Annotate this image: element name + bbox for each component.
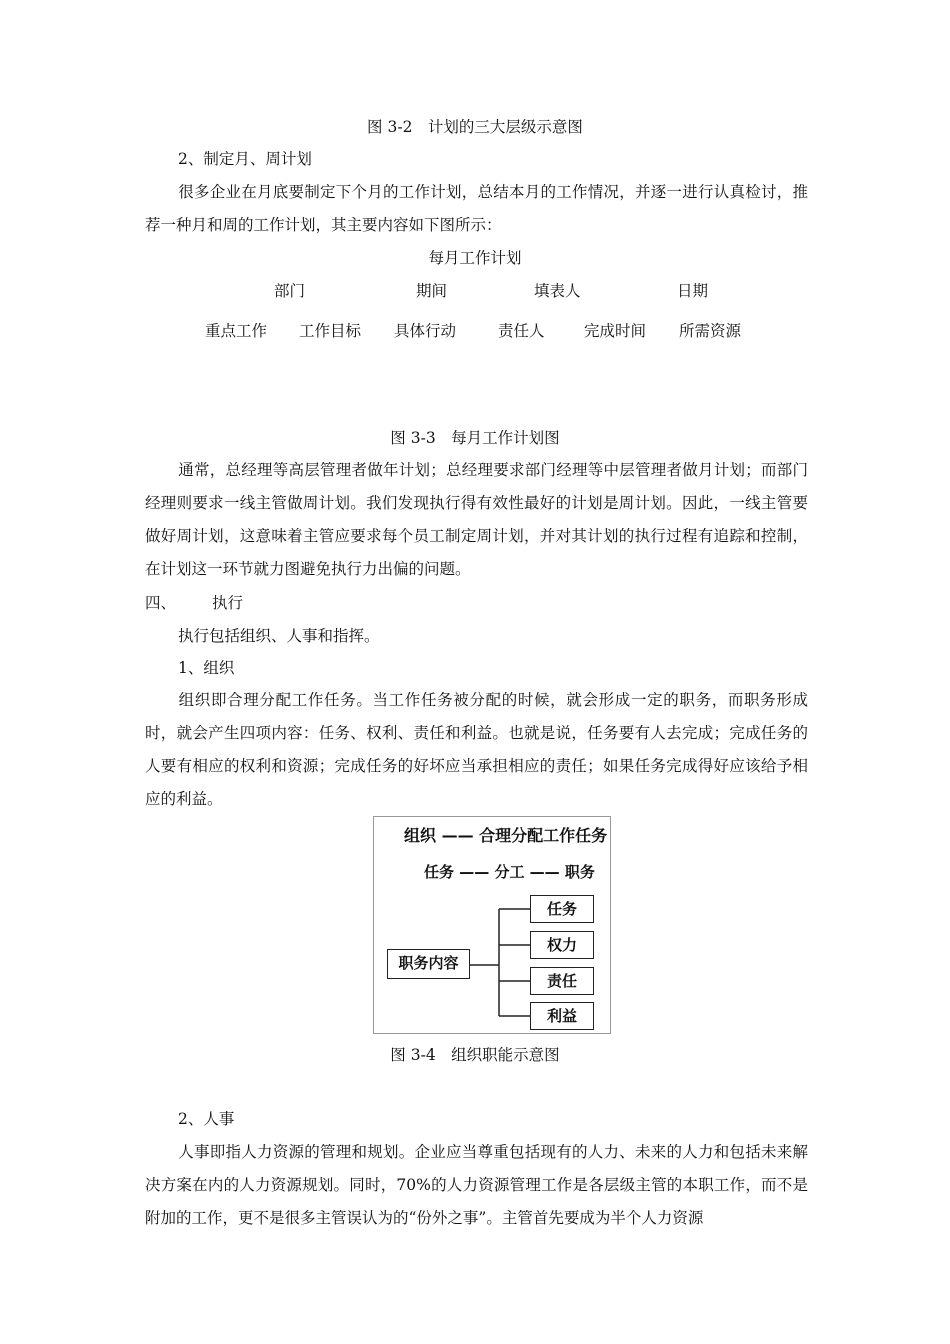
paragraph-text: 通常，总经理等高层管理者做年计划；总经理要求部门经理等中层管理者做月计划；而部门经理则要求一线主管做周计划。我们发现执行得有效性最好的计划是周计划。因此，一线主管要做好周计划，这意味着主管应要求每个员工制定周计划，并对其计划的执行过程有追踪和控制，在计划这一环节就力图避免执行力出偏的问题。 bbox=[145, 461, 808, 578]
paragraph-organization bbox=[145, 684, 808, 816]
paragraph-text: 人事即指人力资源的管理和规划。企业应当尊重包括现有的人力、未来的人力和包括未来解决方案在内的人力资源规划。同时，70%的人力资源管理工作是各层级主管的本职工作，而不是附加的工作，更不是很多主管误认为的“份外之事”。主管首先要成为半个人力资源 bbox=[145, 1143, 808, 1227]
section-number-4: 四、 bbox=[145, 594, 177, 612]
diagram-root-duty-content: 职务内容 bbox=[387, 949, 470, 979]
plan-header-filler: 填表人 bbox=[534, 282, 581, 300]
diagram-subtitle: 任务 —— 分工 —— 职务 bbox=[424, 863, 595, 881]
plan-column-resources: 所需资源 bbox=[679, 322, 742, 340]
diagram-connectors bbox=[374, 817, 610, 1033]
subsection-heading-personnel: 2、人事 bbox=[178, 1110, 235, 1128]
plan-column-goal: 工作目标 bbox=[299, 322, 362, 340]
plan-header-dept: 部门 bbox=[274, 282, 306, 300]
diagram-item-task: 任务 bbox=[530, 895, 594, 923]
figure-caption-3-2: 图 3-2 计划的三大层级示意图 bbox=[367, 118, 583, 136]
paragraph-execution-intro: 执行包括组织、人事和指挥。 bbox=[178, 627, 380, 645]
plan-header-period: 期间 bbox=[416, 282, 448, 300]
subsection-heading-organization: 1、组织 bbox=[178, 659, 235, 677]
plan-header-date: 日期 bbox=[677, 282, 709, 300]
org-function-diagram bbox=[373, 816, 611, 1034]
section-heading-monthly-weekly-plan: 2、制定月、周计划 bbox=[178, 150, 312, 168]
monthly-plan-title: 每月工作计划 bbox=[428, 249, 522, 267]
paragraph-plan-levels bbox=[145, 454, 808, 586]
plan-column-deadline: 完成时间 bbox=[584, 322, 647, 340]
diagram-item-benefit: 利益 bbox=[530, 1002, 594, 1030]
figure-caption-3-3: 图 3-3 每月工作计划图 bbox=[390, 429, 560, 447]
diagram-item-power: 权力 bbox=[530, 931, 594, 959]
paragraph-personnel bbox=[145, 1136, 808, 1235]
plan-column-owner: 责任人 bbox=[498, 322, 545, 340]
paragraph-monthly-plan-intro bbox=[145, 176, 808, 242]
diagram-title: 组织 —— 合理分配工作任务 bbox=[404, 826, 608, 845]
paragraph-text: 组织即合理分配工作任务。当工作任务被分配的时候，就会形成一定的职务，而职务形成时，就会产生四项内容：任务、权利、责任和利益。也就是说，任务要有人去完成；完成任务的人要有相应的权利和资源；完成任务的好坏应当承担相应的责任；如果任务完成得好应该给予相应的利益。 bbox=[145, 691, 808, 808]
figure-caption-3-4: 图 3-4 组织职能示意图 bbox=[390, 1046, 560, 1064]
plan-column-action: 具体行动 bbox=[394, 322, 457, 340]
plan-column-key-work: 重点工作 bbox=[205, 322, 268, 340]
diagram-item-responsibility: 责任 bbox=[530, 967, 594, 995]
paragraph-text: 很多企业在月底要制定下个月的工作计划，总结本月的工作情况，并逐一进行认真检讨，推荐一种月和周的工作计划，其主要内容如下图所示： bbox=[145, 183, 808, 234]
section-title-execution: 执行 bbox=[212, 594, 244, 612]
